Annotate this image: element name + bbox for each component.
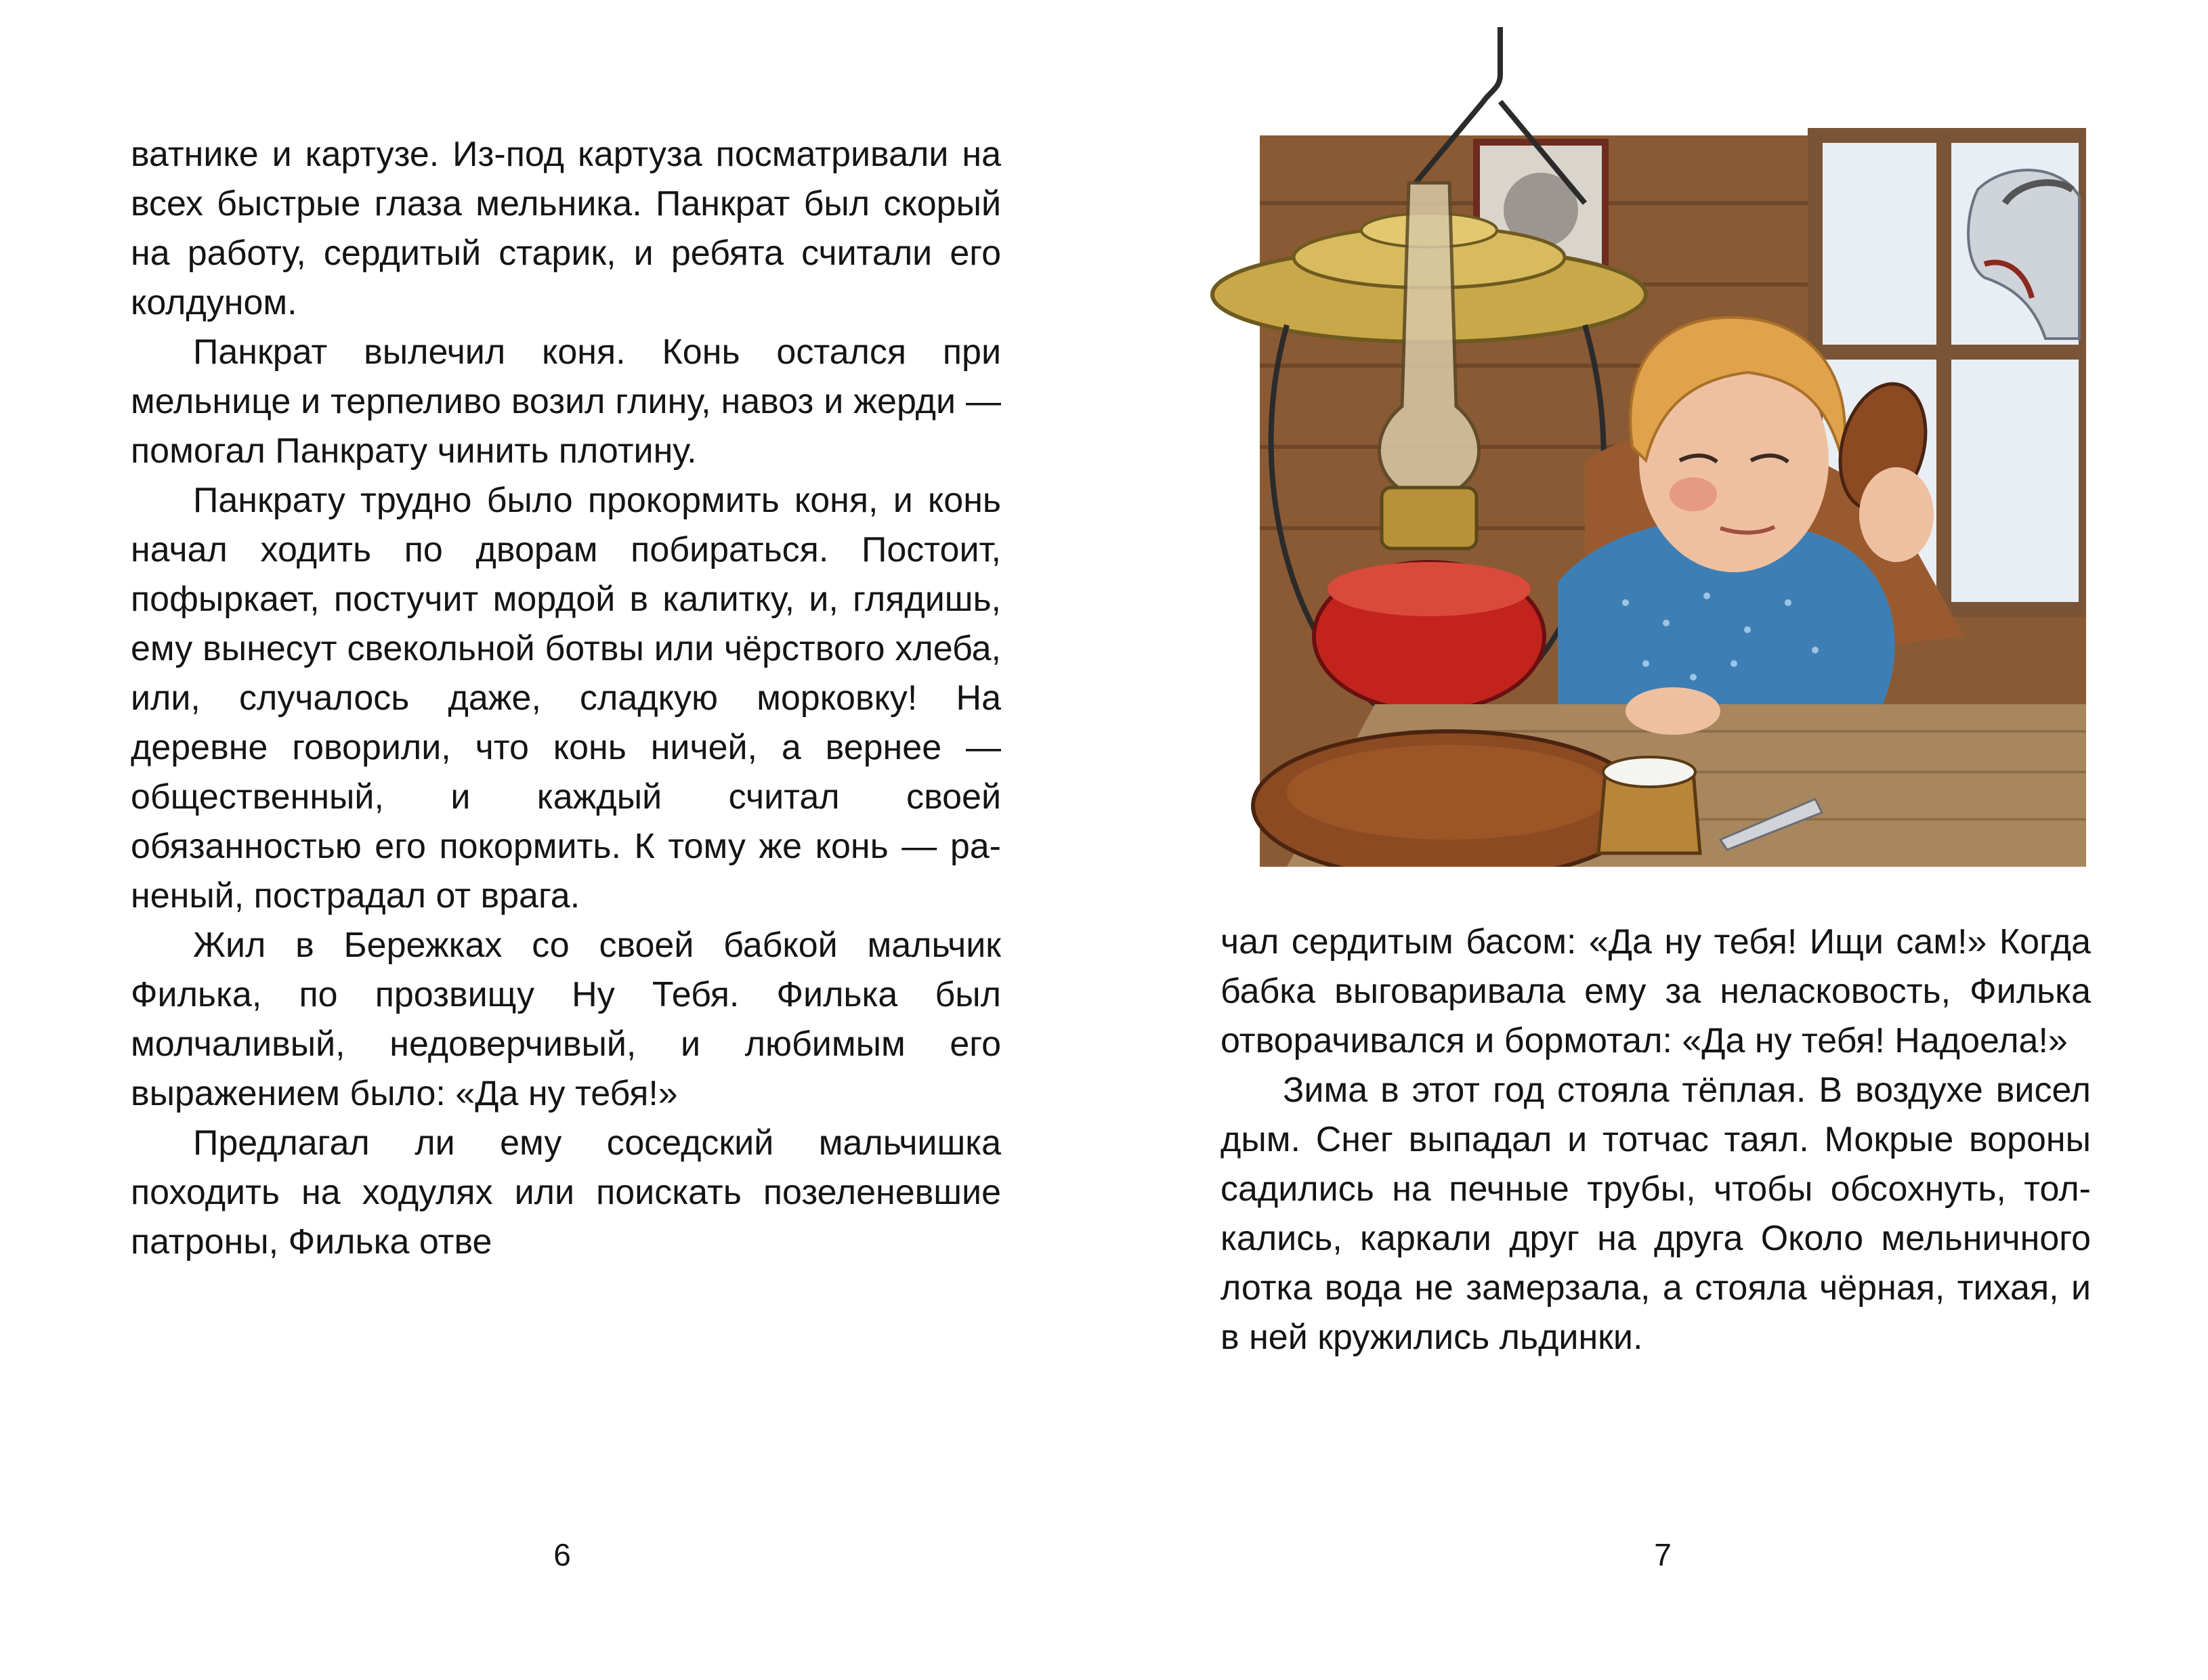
page-number: 7: [1654, 1537, 1672, 1572]
illustration: [1206, 27, 2086, 867]
paragraph: Жил в Бережках со своей бабкой мальчик Филька, по прозвищу Ну Тебя. Филька был молчаливый, недоверчивый, и любимым его выражением было: «Да ну тебя!»: [131, 926, 1001, 1113]
paragraph: Панкрат вылечил коня. Конь остался при мельнице и терпеливо возил глину, навоз и жерди — помогал Панкрату чинить плотину.: [131, 332, 1001, 471]
paragraph: чал сердитым басом: «Да ну тебя! Ищи сам!» Когда бабка выговаривала ему за неласковость, Филька отворачивался и бормотал: «Да ну тебя! Надоела!»: [1220, 922, 2091, 1060]
paragraph: ватнике и картузе. Из-под картуза посматривали на всех быстрые глаза мельника. Панкрат был скорый на работу, сердитый старик, и ребята считали его колдуном.: [131, 135, 1001, 322]
right-page-text: [1220, 918, 2091, 1362]
lamp-burner: [1382, 488, 1477, 548]
page-number: 6: [553, 1537, 571, 1572]
boy-finger: [1626, 687, 1720, 735]
boy-hand: [1859, 467, 1934, 562]
right-page: [1104, 0, 2208, 1680]
paragraph: Панкрату трудно было прокормить коня, и конь начал ходить по дворам побираться. Постоит, пофыркает, постучит мордой в калитку, и, глядишь, ему вынесут свекольной ботвы или чёрствого хлеба, или, случалось даже, сладкую морковку! На деревне говорили, что конь ничей, а вернее — общественный, и каждый считал своей обязанностью его покормить. К тому же конь — раненый, пострадал от врага.: [131, 481, 1001, 916]
paragraph: Зима в этот год стояла тёплая. В воздухе висел дым. Снег выпадал и тотчас таял. Мокрые вороны садились на печные трубы, чтобы обсохнуть, толкались, каркали друг на друга Около мельничного лотка вода не замерзала, а стояла чёрная, тихая, и в ней кружились льдинки.: [1220, 1071, 2091, 1357]
illustration-art: [1206, 27, 2086, 867]
paragraph: Предлагал ли ему соседский мальчишка походить на ходулях или поискать позеленевшие патроны, Филька отве: [131, 1123, 1001, 1262]
left-page-text: [131, 130, 1001, 1267]
